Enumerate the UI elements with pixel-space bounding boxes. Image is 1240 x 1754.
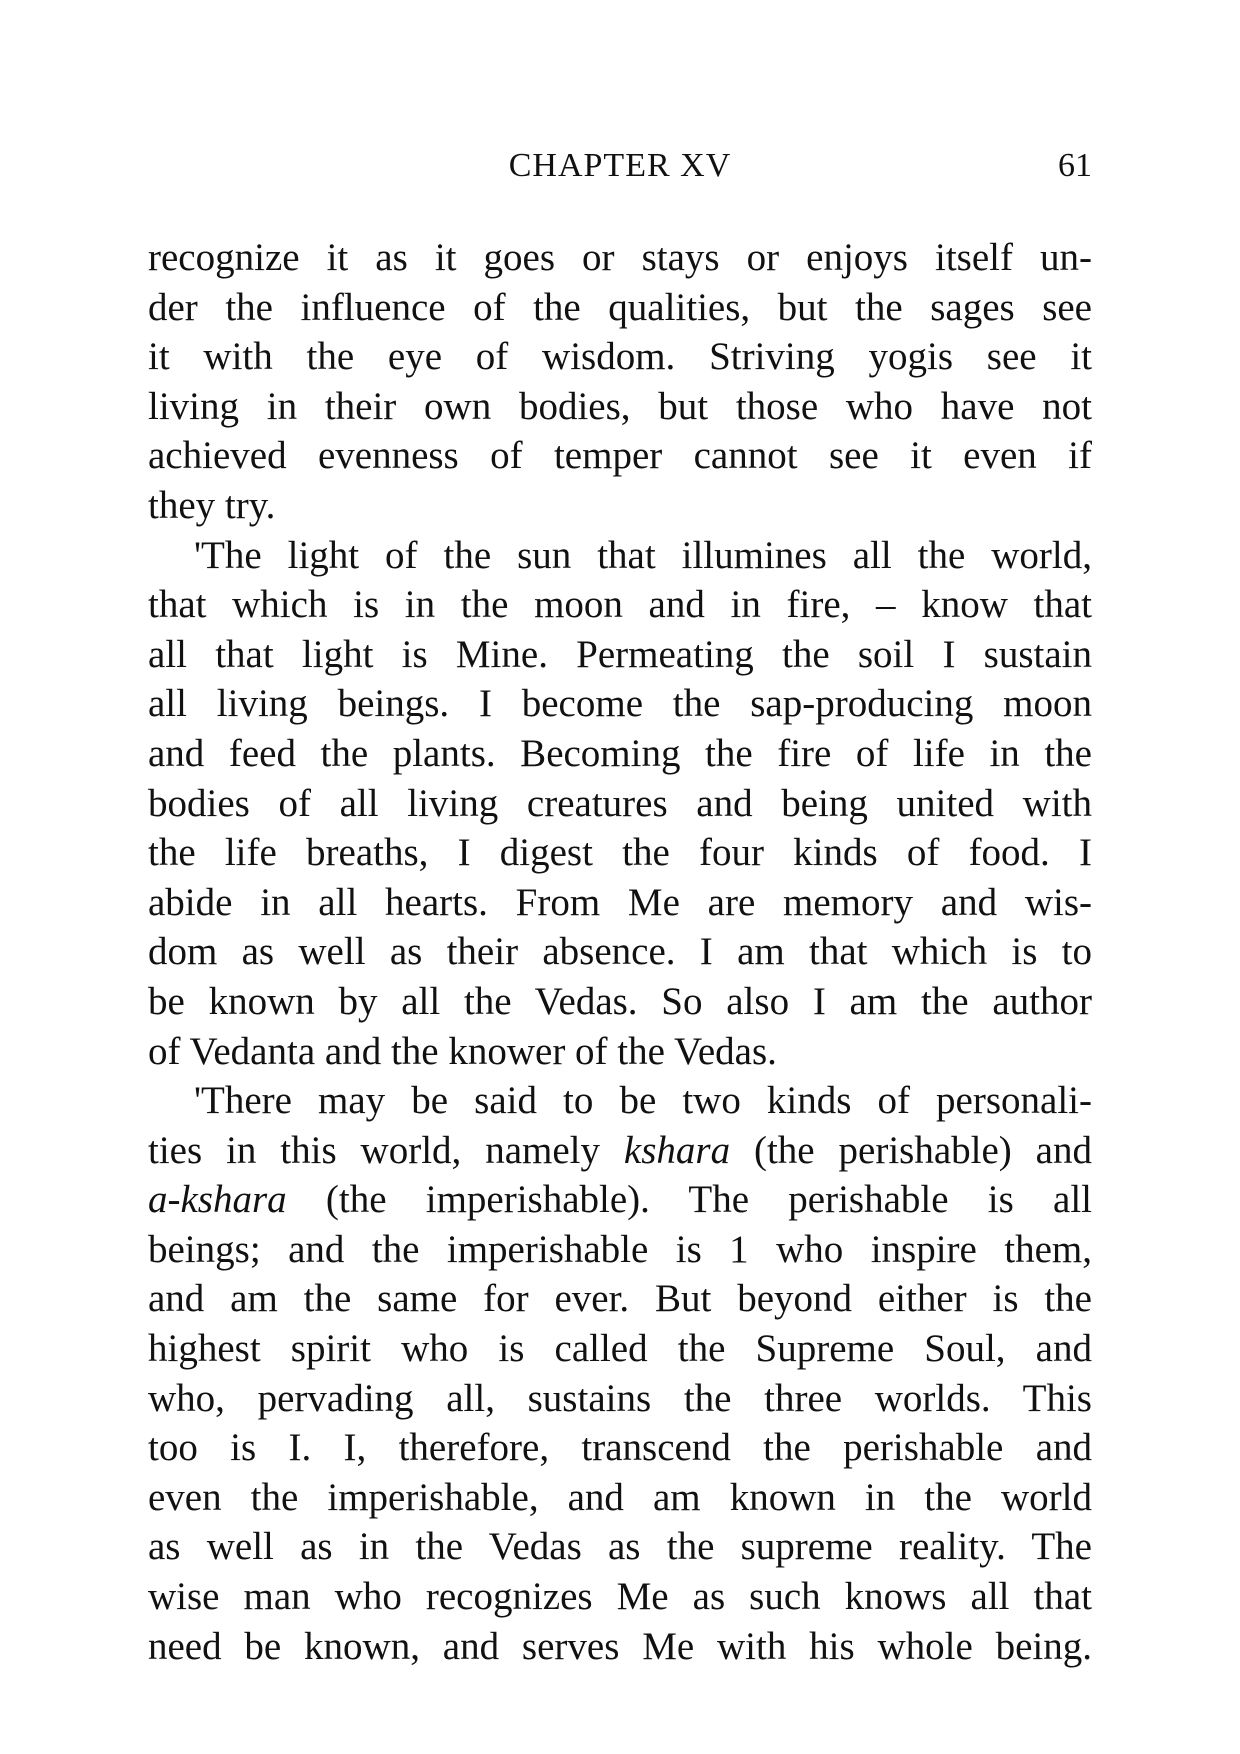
text-line: dom as well as their absence. I am that which is to	[148, 930, 1092, 974]
text-line: need be known, and serves Me with his whole being.	[148, 1624, 1092, 1668]
text-line: bodies of all living creatures and being united with	[148, 781, 1092, 825]
text-line-with-italic	[148, 1126, 1092, 1176]
text-line: living in their own bodies, but those who have not	[148, 384, 1092, 428]
text-line: all that light is Mine. Permeating the soil I sustain	[148, 632, 1092, 676]
text-line: too is I. I, therefore, transcend the perishable and	[148, 1426, 1092, 1470]
text-line: achieved evenness of temper cannot see it even if	[148, 434, 1092, 478]
text-line: 'There may be said to be two kinds of personali-	[194, 1079, 1092, 1123]
paragraph-2	[148, 531, 1092, 1077]
text-line: that which is in the moon and in fire, – know that	[148, 583, 1092, 627]
text-line: as well as in the Vedas as the supreme reality. The	[148, 1525, 1092, 1569]
text-line: the life breaths, I digest the four kinds of food. I	[148, 831, 1092, 875]
paragraph-3	[148, 1076, 1092, 1671]
text-segment: (the imperishable). The perishable is all	[286, 1178, 1092, 1222]
text-line: recognize it as it goes or stays or enjoys itself un-	[148, 236, 1092, 279]
italic-term: a-kshara	[148, 1178, 287, 1222]
text-line: and feed the plants. Becoming the fire of life in the	[148, 731, 1092, 775]
running-head	[148, 146, 1092, 186]
italic-term: kshara	[623, 1128, 731, 1172]
text-line: abide in all hearts. From Me are memory and wis-	[148, 880, 1092, 924]
text-line: wise man who recognizes Me as such knows all that	[148, 1575, 1092, 1619]
text-line: and am the same for ever. But beyond either is the	[148, 1277, 1092, 1321]
page-number: 61	[1058, 147, 1092, 184]
text-line: of Vedanta and the knower of the Vedas.	[148, 1029, 777, 1073]
text-line-with-italic	[148, 1175, 1092, 1225]
chapter-title: CHAPTER XV	[508, 147, 732, 184]
text-line: even the imperishable, and am known in the world	[148, 1475, 1092, 1519]
text-line: der the influence of the qualities, but the sages see	[148, 285, 1092, 329]
text-line: be known by all the Vedas. So also I am the author	[148, 979, 1092, 1023]
paragraph-1	[148, 233, 1092, 531]
text-line: highest spirit who is called the Supreme Soul, and	[148, 1327, 1092, 1371]
text-line: it with the eye of wisdom. Striving yogis see it	[148, 335, 1092, 379]
text-line: who, pervading all, sustains the three worlds. This	[148, 1376, 1092, 1420]
text-line: beings; and the imperishable is 1 who inspire them,	[148, 1227, 1092, 1271]
text-line: 'The light of the sun that illumines all the world,	[194, 533, 1092, 577]
text-segment: ties in this world, namely	[148, 1128, 624, 1172]
text-line: they try.	[148, 483, 276, 527]
body-text	[148, 233, 1092, 1671]
text-line: all living beings. I become the sap-producing moon	[148, 682, 1092, 726]
text-segment: (the perishable) and	[730, 1128, 1092, 1172]
